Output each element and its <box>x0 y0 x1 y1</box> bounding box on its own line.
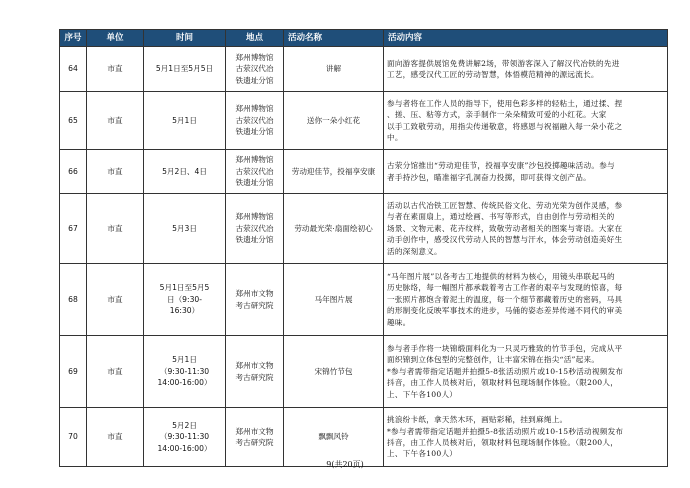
cell-content <box>384 150 668 194</box>
cell-activity: 讲解 <box>284 47 384 92</box>
content-line: *参与者需带指定话题并拍摄5-8张活动照片或10-15秒活动视频发布 <box>387 366 624 376</box>
cell-no: 70 <box>60 408 87 467</box>
content-line: 动手创作中，感受汉代劳动人民的智慧与汗水，体会劳动创造美好生 <box>387 235 623 245</box>
table-row <box>60 336 668 408</box>
content-line: 古荥分馆推出“劳动迎佳节，投福享安康”沙包投掷趣味活动。参与 <box>387 161 615 171</box>
time-line: 14:00-16:00） <box>157 443 212 453</box>
cell-activity: 送你一朵小红花 <box>284 92 384 150</box>
content-line: 上、下午各100人） <box>387 389 458 399</box>
page-number: 9(共20页) <box>326 460 364 469</box>
cell-no: 67 <box>60 194 87 264</box>
place-line: 郑州市文物 <box>235 361 274 371</box>
time-line: 5月2日 <box>172 420 197 430</box>
cell-unit: 市直 <box>87 92 144 150</box>
content-line: 活的深刻意义。 <box>387 246 442 256</box>
cell-place <box>226 47 284 92</box>
content-line: 工艺，感受汉代工匠的劳动智慧，体悟模范精神的源远流长。 <box>387 70 599 79</box>
cell-unit: 市直 <box>87 194 144 264</box>
cell-time <box>144 264 226 336</box>
content-line: 挑浪纷卡纸，拿天然木环，画贴彩稀，挂到麻绳上。 <box>387 415 568 425</box>
cell-activity: 劳动最光荣·扇面绘初心 <box>284 194 384 264</box>
cell-unit: 市直 <box>87 264 144 336</box>
cell-activity: 马年图片展 <box>284 264 384 336</box>
content-line: 、搓、压、粘等方式，亲手制作一朵朵精致可爱的小红花。大家 <box>387 110 607 120</box>
cell-unit: 市直 <box>87 408 144 467</box>
cell-time <box>144 408 226 467</box>
time-line: 5月3日 <box>172 223 197 233</box>
content-line: 活动以古代冶铁工匠智慧、传统民俗文化、劳动光荣为创作灵感，参 <box>387 201 623 211</box>
cell-activity: 劳动迎佳节，投福享安康 <box>284 150 384 194</box>
place-line: 郑州市文物 <box>235 426 274 436</box>
cell-content <box>384 92 668 150</box>
place-line: 郑州博物馆 <box>235 212 274 222</box>
table-row <box>60 408 668 467</box>
place-line: 古荥汉代冶 <box>235 64 274 74</box>
time-line: 日（9:30- <box>167 294 202 304</box>
content-line: 以手工致敬劳动，用指尖传递敬意，将感恩与祝福融入每一朵小花之 <box>387 121 623 131</box>
header-no: 序号 <box>60 30 87 47</box>
place-line: 郑州博物馆 <box>235 155 274 165</box>
cell-no: 64 <box>60 47 87 92</box>
header-time: 时间 <box>144 30 226 47</box>
cell-content <box>384 408 668 467</box>
cell-time <box>144 336 226 408</box>
cell-place <box>226 92 284 150</box>
cell-no: 65 <box>60 92 87 150</box>
place-line: 铁遗址分馆 <box>235 178 274 188</box>
content-line: 面织锦到立体包型的完整创作，让丰富宋锦在指尖“活”起来。 <box>387 355 600 365</box>
cell-content <box>384 194 668 264</box>
cell-place <box>226 264 284 336</box>
cell-activity: 飘飘风铃 <box>284 408 384 467</box>
cell-no: 68 <box>60 264 87 336</box>
cell-place <box>226 194 284 264</box>
place-line: 铁遗址分馆 <box>235 235 274 245</box>
place-line: 考古研究院 <box>235 300 274 310</box>
content-line: 面向游客提供展馆免费讲解2场，带领游客深入了解汉代冶铁的先进 <box>387 58 620 68</box>
content-line: 抖音，由工作人员核对后，领取材料包现场制作体验。（限200人， <box>387 438 619 447</box>
content-line: 者手持沙包，瞄准福字孔洞奋力投掷，即可获得文创产品。 <box>387 172 591 182</box>
time-line: 5月1日至5月5日 <box>155 64 214 74</box>
cell-time <box>144 194 226 264</box>
content-line: 趣味。 <box>387 317 411 327</box>
cell-content <box>384 336 668 408</box>
cell-no: 66 <box>60 150 87 194</box>
cell-time <box>144 47 226 92</box>
content-line: *参与者需带指定话题并拍摄5-8张活动照片或10-15秒活动视频发布 <box>387 426 624 436</box>
table-header-row <box>60 30 668 47</box>
time-line: 16:30） <box>169 306 200 316</box>
time-line: 5月1日至5月5 <box>159 283 210 293</box>
header-place: 地点 <box>226 30 284 47</box>
header-unit: 单位 <box>87 30 144 47</box>
cell-unit: 市直 <box>87 336 144 408</box>
place-line: 古荥汉代冶 <box>235 166 274 176</box>
table-row <box>60 150 668 194</box>
content-line: 历史脉络，每一幅图片都承载着考古工作者的艰辛与发现的惊喜，每 <box>387 283 623 293</box>
table-row <box>60 92 668 150</box>
cell-place <box>226 150 284 194</box>
time-line: 5月1日 <box>172 355 197 365</box>
content-line: 一张照片都饱含着泥土的温度，每一个细节都藏着历史的密码，马具 <box>387 294 623 304</box>
time-line: 5月2日、4日 <box>162 166 207 176</box>
content-line: 与者在素面扇上，通过绘画、书写等形式，自由创作与劳动相关的 <box>387 212 615 222</box>
cell-time <box>144 150 226 194</box>
content-line: 抖音，由工作人员核对后，领取材料包现场制作体验。（限200人， <box>387 378 619 388</box>
place-line: 郑州市文物 <box>235 289 274 299</box>
place-line: 铁遗址分馆 <box>235 75 274 85</box>
cell-unit: 市直 <box>87 150 144 194</box>
header-content: 活动内容 <box>384 30 668 47</box>
content-line: 场景、文物元素、花卉纹样，致敬劳动者相关的图案与寄语。大家在 <box>387 223 623 233</box>
cell-place <box>226 336 284 408</box>
table-row <box>60 47 668 92</box>
activity-schedule-table <box>59 29 668 467</box>
content-line: 参与者将在工作人员的指导下，使用色彩多样的轻粘土，通过揉、捏 <box>387 98 623 108</box>
table-row <box>60 264 668 336</box>
cell-unit: 市直 <box>87 47 144 92</box>
place-line: 古荥汉代冶 <box>235 223 274 233</box>
place-line: 铁遗址分馆 <box>235 127 274 137</box>
cell-content <box>384 264 668 336</box>
cell-time <box>144 92 226 150</box>
content-line: 上、下午各100人） <box>387 449 458 459</box>
place-line: 郑州博物馆 <box>235 52 274 62</box>
content-line: “马年图片展”以各考古工地提供的材料为核心，用镜头串联起马的 <box>387 272 615 282</box>
content-line: 的形制变化反映军事技术的进步，马俑的姿态差异传递不同代的审美 <box>387 306 623 316</box>
place-line: 考古研究院 <box>235 438 274 447</box>
time-line: （9:30-11:30 <box>159 432 210 442</box>
table-row <box>60 194 668 264</box>
content-line: 参与者手作将一块锦缎面料化为一只灵巧雅致的竹节手包，完成从平 <box>387 344 623 354</box>
place-line: 考古研究院 <box>235 372 274 382</box>
place-line: 郑州博物馆 <box>235 104 274 114</box>
place-line: 古荥汉代冶 <box>235 115 274 125</box>
cell-no: 69 <box>60 336 87 408</box>
header-activity: 活动名称 <box>284 30 384 47</box>
cell-activity: 宋锦竹节包 <box>284 336 384 408</box>
content-line: 中。 <box>387 132 403 142</box>
cell-content <box>384 47 668 92</box>
time-line: （9:30-11:30 <box>159 366 210 376</box>
time-line: 14:00-16:00） <box>157 378 212 388</box>
time-line: 5月1日 <box>172 115 197 125</box>
cell-place <box>226 408 284 467</box>
